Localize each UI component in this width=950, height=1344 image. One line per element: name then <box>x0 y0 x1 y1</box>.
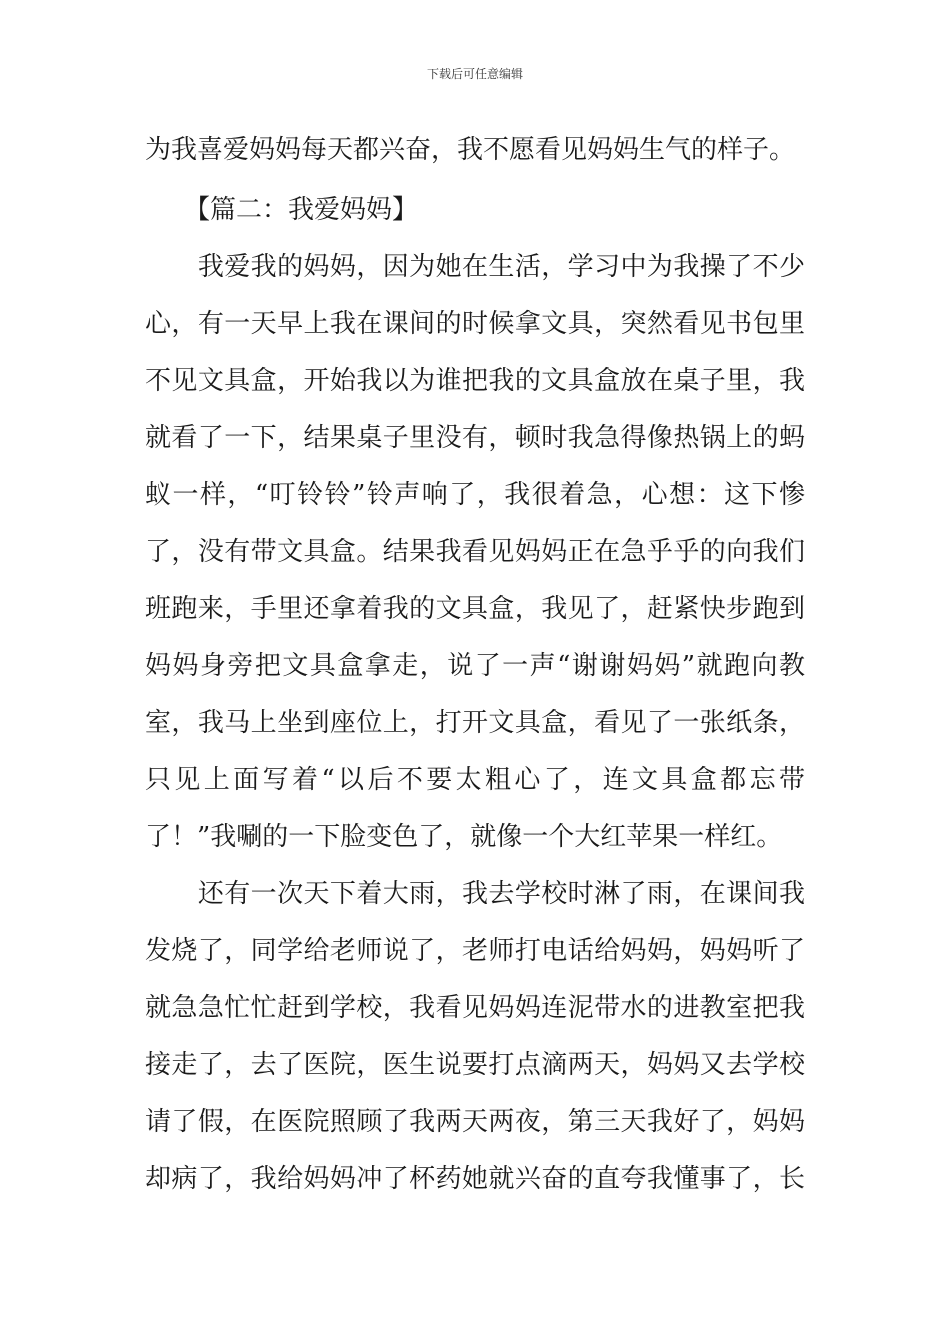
text-line: 还有一次天下着大雨，我去学校时淋了雨，在课间我 <box>145 879 805 909</box>
text-line: 室，我马上坐到座位上，打开文具盒，看见了一张纸条， <box>145 708 805 738</box>
text-line: 妈妈身旁把文具盒拿走，说了一声“谢谢妈妈”就跑向教 <box>145 651 805 681</box>
text-line: 却病了，我给妈妈冲了杯药她就兴奋的直夸我懂事了，长 <box>145 1164 805 1194</box>
text-line: 接走了，去了医院，医生说要打点滴两天，妈妈又去学校 <box>145 1050 805 1080</box>
text-line: 心，有一天早上我在课间的时候拿文具，突然看见书包里 <box>145 309 805 339</box>
text-line: 了，没有带文具盒。结果我看见妈妈正在急乎乎的向我们 <box>145 537 805 567</box>
text-line: 了！”我唰的一下脸变色了，就像一个大红苹果一样红。 <box>145 822 783 852</box>
text-line: 发烧了，同学给老师说了，老师打电话给妈妈，妈妈听了 <box>145 936 805 966</box>
text-line: 就看了一下，结果桌子里没有，顿时我急得像热锅上的蚂 <box>145 423 805 453</box>
text-line: 不见文具盒，开始我以为谁把我的文具盒放在桌子里，我 <box>145 366 805 396</box>
text-line: 我爱我的妈妈，因为她在生活，学习中为我操了不少 <box>145 252 805 282</box>
section-heading: 【篇二：我爱妈妈】 <box>145 195 419 225</box>
text-line: 为我喜爱妈妈每天都兴奋，我不愿看见妈妈生气的样子。 <box>145 135 796 165</box>
text-line: 就急急忙忙赶到学校，我看见妈妈连泥带水的进教室把我 <box>145 993 805 1023</box>
text-line: 只见上面写着“以后不要太粗心了，连文具盒都忘带 <box>145 765 805 795</box>
text-line: 班跑来，手里还拿着我的文具盒，我见了，赶紧快步跑到 <box>145 594 805 624</box>
text-line: 蚁一样，“叮铃铃”铃声响了，我很着急，心想：这下惨 <box>145 480 805 510</box>
text-line: 请了假，在医院照顾了我两天两夜，第三天我好了，妈妈 <box>145 1107 805 1137</box>
page-header-note: 下载后可任意编辑 <box>426 67 523 81</box>
